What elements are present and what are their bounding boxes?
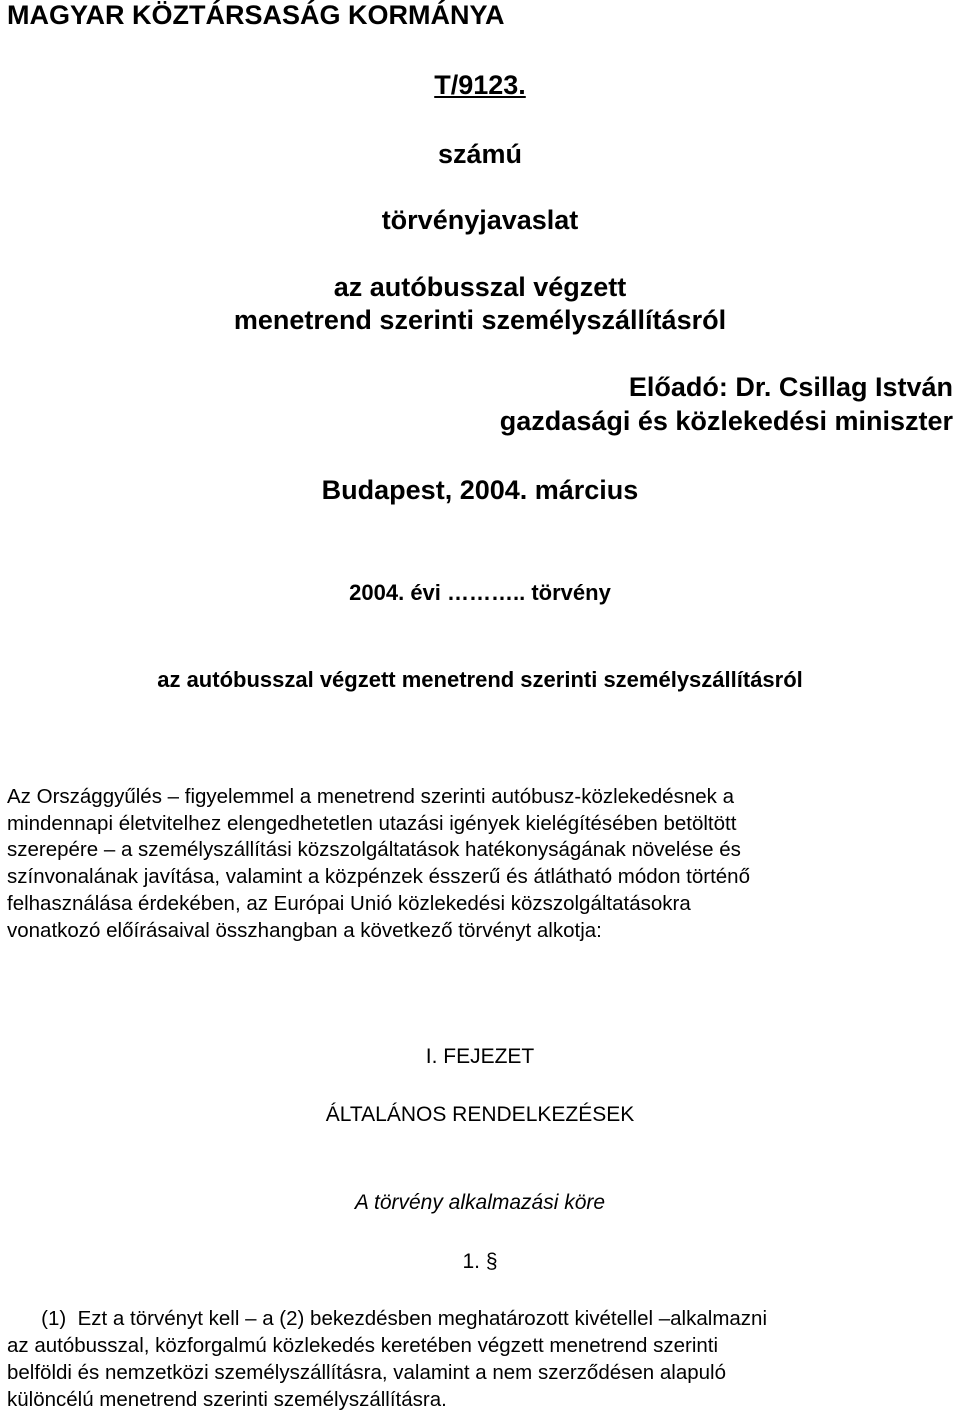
preamble-line: vonatkozó előírásaival összhangban a következő törvényt alkotja: [7, 918, 602, 942]
paragraph-1 [7, 1305, 957, 1413]
place-and-date: Budapest, 2004. március [321, 475, 639, 505]
section-number: 1. § [462, 1250, 498, 1273]
paragraph-line: különcélú menetrend szerinti személyszállításra. [7, 1388, 447, 1411]
preamble-line: szerepére – a személyszállítási közszolgáltatások hatékonyságának növelése és [7, 838, 741, 862]
bill-title-line-2: menetrend szerinti személyszállításról [233, 305, 727, 335]
szamu-label: számú [437, 139, 523, 169]
preamble [7, 784, 957, 944]
paragraph-line: az autóbusszal, közforgalmú közlekedés keretében végzett menetrend szerinti [7, 1334, 719, 1357]
government-heading: MAGYAR KÖZTÁRSASÁG KORMÁNYA [7, 0, 505, 30]
paragraph-line: (1) Ezt a törvényt kell – a (2) bekezdésben meghatározott kivétellel –alkalmazni [7, 1307, 768, 1330]
section-title: A törvény alkalmazási köre [354, 1191, 606, 1214]
preamble-line: színvonalának javítása, valamint a közpénzek ésszerű és átlátható módon történő [7, 865, 750, 889]
law-subtitle: az autóbusszal végzett menetrend szerinti személyszállításról [157, 667, 803, 692]
chapter-number: I. FEJEZET [425, 1045, 535, 1068]
law-heading: 2004. évi ……….. törvény [349, 580, 611, 605]
document-number: T/9123. [434, 70, 526, 100]
preamble-line: Az Országgyűlés – figyelemmel a menetrend szerinti autóbusz-közlekedésnek a [7, 785, 734, 808]
paragraph-line: belföldi és nemzetközi személyszállításra, valamint a nem szerződésen alapuló [7, 1361, 726, 1384]
presenter-name: Előadó: Dr. Csillag István [628, 372, 953, 402]
preamble-line: felhasználása érdekében, az Európai Unió közlekedési közszolgáltatásokra [7, 891, 691, 915]
document-type: törvényjavaslat [381, 205, 579, 235]
chapter-title: ÁLTALÁNOS RENDELKEZÉSEK [325, 1103, 635, 1126]
bill-title-line-1: az autóbusszal végzett [333, 272, 627, 302]
preamble-line: mindennapi életvitelhez elengedhetetlen utazási igények kielégítésében betöltött [7, 811, 737, 835]
presenter-title: gazdasági és közlekedési miniszter [499, 406, 953, 436]
